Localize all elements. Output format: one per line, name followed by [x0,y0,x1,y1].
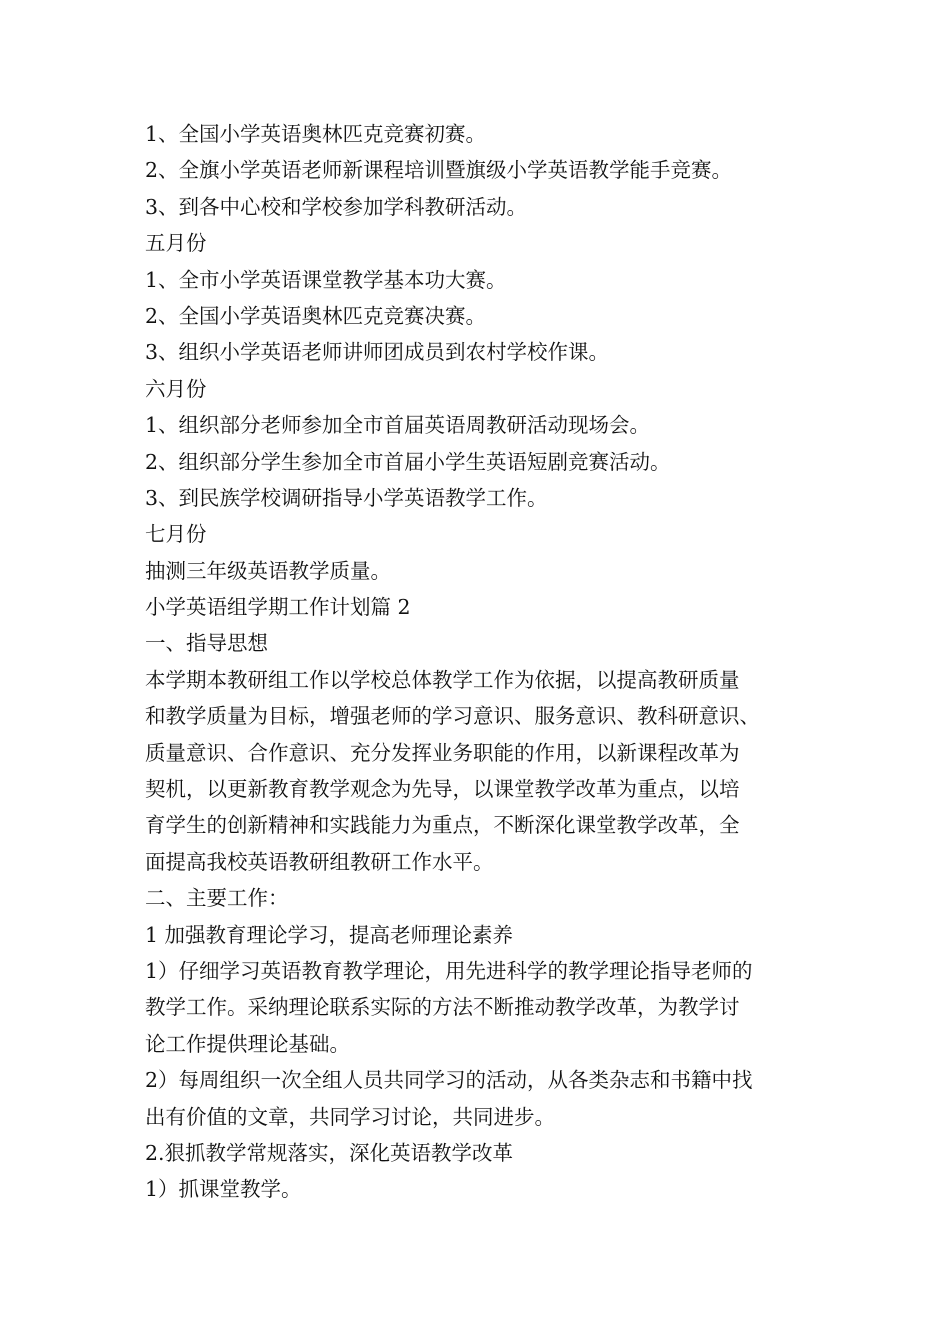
list-item: 2、全国小学英语奥林匹克竞赛决赛。 [145,303,487,328]
month-heading: 六月份 [145,376,207,401]
list-item: 3、组织小学英语老师讲师团成员到农村学校作课。 [145,340,610,365]
paragraph-line: 1）仔细学习英语教育教学理论，用先进科学的教学理论指导老师的 [145,958,753,983]
paragraph-line: 契机，以更新教育教学观念为先导，以课堂教学改革为重点，以培 [145,777,740,802]
month-heading: 七月份 [145,522,207,547]
list-item: 抽测三年级英语教学质量。 [145,558,391,583]
paragraph-line: 论工作提供理论基础。 [145,1031,350,1056]
paragraph-line: 和教学质量为目标，增强老师的学习意识、服务意识、教科研意识、 [145,704,760,729]
list-item: 3、到各中心校和学校参加学科教研活动。 [145,194,528,219]
list-item: 1、组织部分老师参加全市首届英语周教研活动现场会。 [145,413,651,438]
section-heading: 一、指导思想 [145,631,268,656]
paragraph-line: 教学工作。采纳理论联系实际的方法不断推动教学改革，为教学讨 [145,995,740,1020]
paragraph-line: 本学期本教研组工作以学校总体教学工作为依据，以提高教研质量 [145,667,740,692]
list-item: 1、全国小学英语奥林匹克竞赛初赛。 [145,122,487,146]
paragraph-line: 2）每周组织一次全组人员共同学习的活动，从各类杂志和书籍中找 [145,1068,753,1093]
list-item: 1、全市小学英语课堂教学基本功大赛。 [145,267,507,292]
list-item: 2、全旗小学英语老师新课程培训暨旗级小学英语教学能手竞赛。 [145,158,733,183]
section-title: 小学英语组学期工作计划篇 2 [145,595,411,620]
paragraph-line: 育学生的创新精神和实践能力为重点，不断深化课堂教学改革，全 [145,813,740,838]
document-body [145,116,825,1208]
subsection-heading: 1 加强教育理论学习，提高老师理论素养 [145,922,514,947]
section-heading: 二、主要工作： [145,886,289,911]
paragraph-line: 面提高我校英语教研组教研工作水平。 [145,849,494,874]
month-heading: 五月份 [145,231,207,256]
paragraph-line: 1）抓课堂教学。 [145,1177,302,1202]
list-item: 3、到民族学校调研指导小学英语教学工作。 [145,485,548,510]
subsection-heading: 2.狠抓教学常规落实，深化英语教学改革 [145,1140,514,1165]
paragraph-line: 出有价值的文章，共同学习讨论，共同进步。 [145,1104,555,1129]
paragraph-line: 质量意识、合作意识、充分发挥业务职能的作用，以新课程改革为 [145,740,740,765]
list-item: 2、组织部分学生参加全市首届小学生英语短剧竞赛活动。 [145,449,671,474]
